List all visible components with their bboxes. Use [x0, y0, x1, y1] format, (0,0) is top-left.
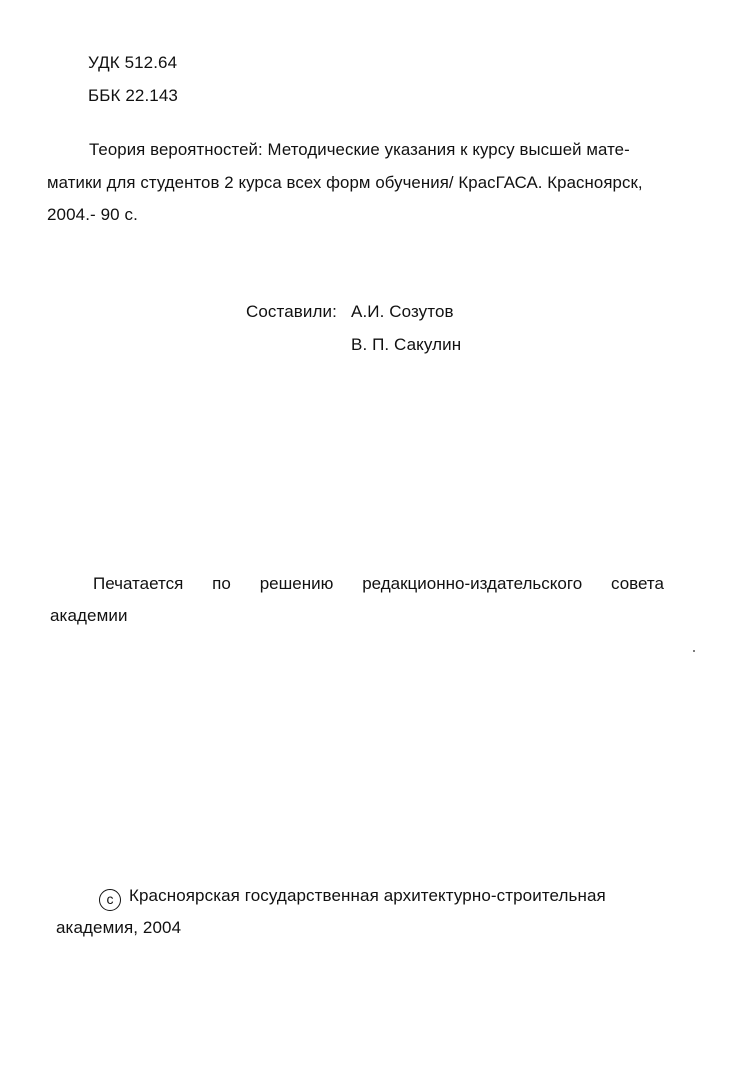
scan-speck — [693, 650, 695, 652]
udk-code: УДК 512.64 — [88, 53, 178, 72]
compilers-label: Составили: — [246, 302, 337, 321]
publishing-note-line-2: академии — [50, 606, 128, 625]
publishing-note-line-1 — [93, 574, 664, 594]
publishing-word-4: редакционно-издательского — [362, 574, 583, 593]
citation-line-2: матики для студентов 2 курса всех форм обучения/ КрасГАСА. Красноярск, — [47, 173, 643, 192]
bbk-code: ББК 22.143 — [88, 86, 178, 105]
publishing-word-1: Печатается — [93, 574, 184, 593]
copyright-icon: c — [99, 889, 121, 911]
publishing-word-5: совета — [611, 574, 664, 593]
publishing-word-3: решению — [259, 574, 334, 593]
citation-line-3: 2004.- 90 с. — [47, 205, 138, 224]
copyright-line-1: Красноярская государственная архитектурно-строительная — [129, 886, 606, 905]
compiler-name-1: А.И. Созутов — [351, 302, 454, 321]
publishing-word-2: по — [212, 574, 231, 593]
compiler-name-2: В. П. Сакулин — [351, 335, 462, 354]
copyright-line-2: академия, 2004 — [56, 918, 182, 937]
citation-line-1: Теория вероятностей: Методические указания к курсу высшей мате- — [89, 140, 630, 159]
